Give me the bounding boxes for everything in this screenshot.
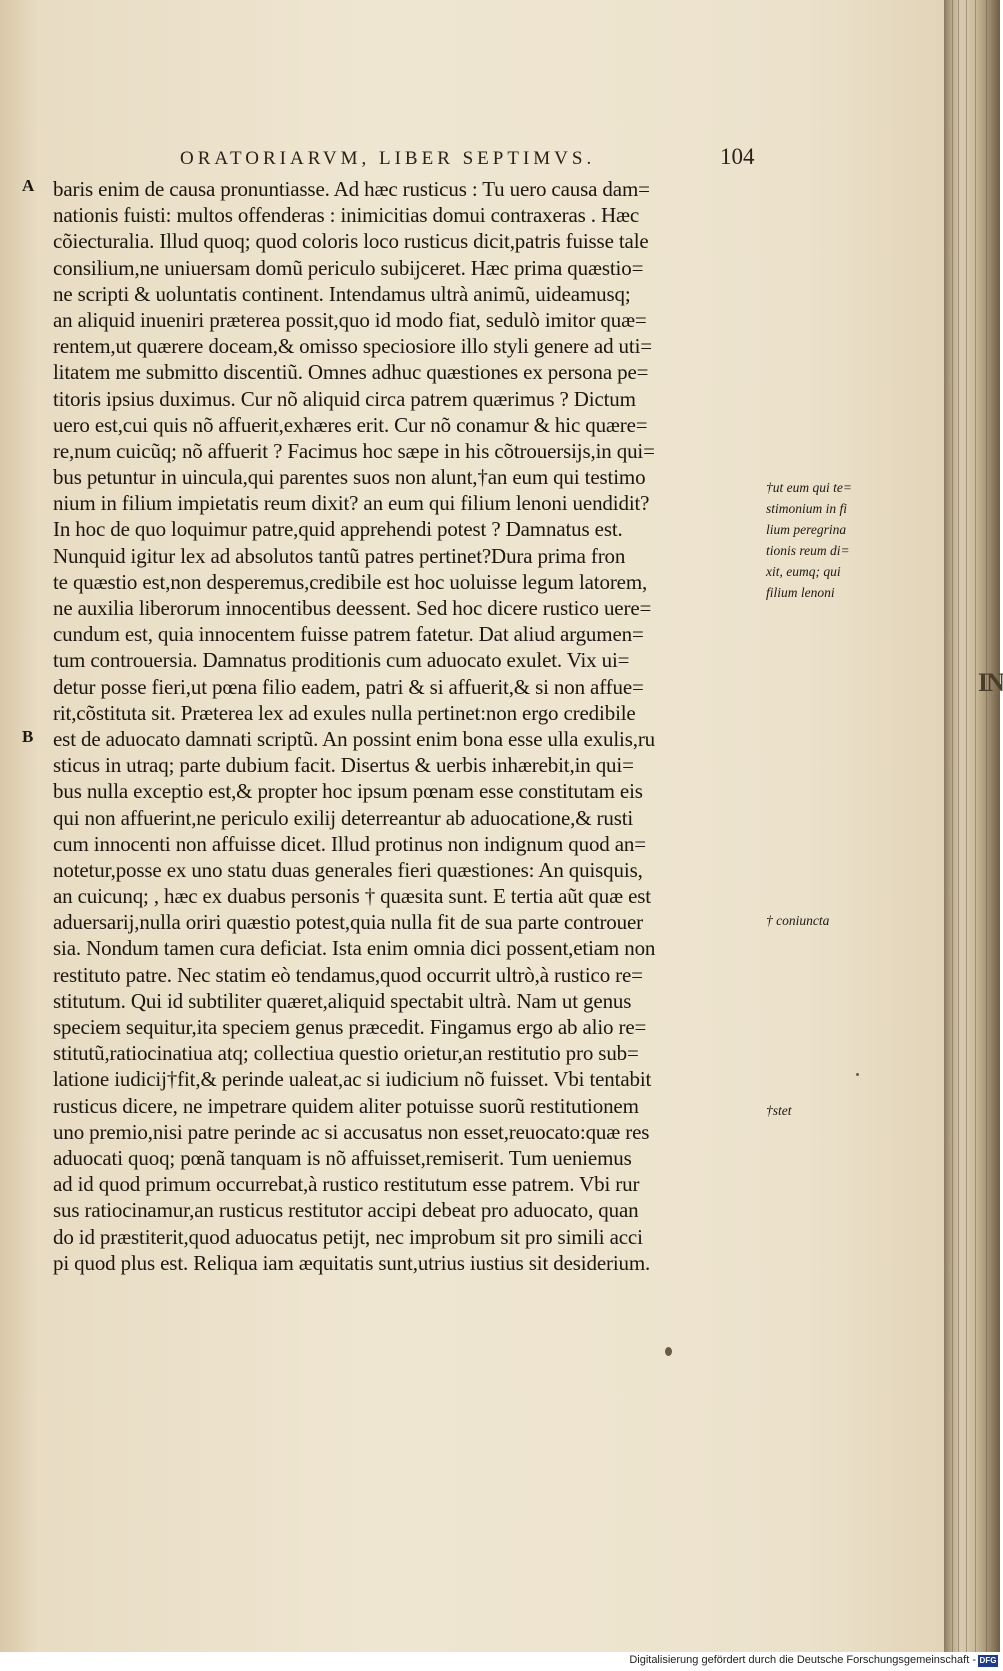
folio-number: 104	[720, 144, 755, 169]
text-line: an cuicunq; , hæc ex duabus personis † quæsita sunt. E tertia aũt quæ est	[53, 884, 651, 909]
margin-note-line: stimonium in fi	[766, 501, 848, 516]
text-line: In hoc de quo loquimur patre,quid apprehendi potest ? Damnatus est.	[53, 517, 623, 542]
text-line: Nunquid igitur lex ad absolutos tantũ patres pertinet?Dura prima fron	[53, 543, 626, 568]
text-line: ad id quod primum occurrebat,à rustico restitutum esse patrem. Vbi rur	[53, 1172, 640, 1197]
text-line: consilium,ne uniuersam domũ periculo subijceret. Hæc prima quæstio=	[53, 255, 644, 280]
text-line: bus nulla exceptio est,& propter hoc ipsum pœnam esse constitutam eis	[53, 779, 643, 804]
margin-note-line: tionis reum di=	[766, 543, 850, 558]
text-line: cundum est, quia innocentem fuisse patrem fatetur. Dat aliud argumen=	[53, 622, 644, 647]
margin-note-line: filium lenoni	[766, 585, 835, 600]
margin-note-3	[766, 1100, 792, 1121]
body-text	[53, 176, 763, 1276]
text-line: do id præstiterit,quod aduocatus petijt, nec improbum sit pro simili acci	[53, 1224, 643, 1249]
text-line: est de aduocato damnati scriptũ. An possint enim bona esse ulla exulis,ru	[53, 726, 656, 751]
text-line: cum innocenti non affuisse dicet. Illud protinus non indignum quod an=	[53, 831, 646, 856]
text-line: stitutũ,ratiocinatiua atq; collectiua questio orietur,an restitutio pro sub=	[53, 1041, 639, 1066]
text-line: rusticus dicere, ne impetrare quidem aliter potuisse suorũ restitutionem	[53, 1093, 639, 1118]
text-line: ne scripti & uoluntatis continent. Intendamus ultrà animũ, uideamusq;	[53, 281, 631, 306]
text-line: sus ratiocinamur,an rusticus restitutor accipi debeat pro aduocato, quan	[53, 1198, 639, 1223]
text-line: re,num cuicũq; nõ affuerit ? Facimus hoc sæpe in his cõtrouersijs,in qui=	[53, 438, 655, 463]
text-line: te quæstio est,non desperemus,credibile est hoc uoluisse legum latorem,	[53, 569, 648, 594]
text-line: stitutum. Qui id subtiliter quæret,aliquid spectabit ultrà. Nam ut genus	[53, 988, 632, 1013]
text-line: litatem me submitto discentiũ. Omnes adhuc quæstiones ex persona pe=	[53, 360, 649, 385]
margin-note-1	[766, 477, 852, 603]
text-line: sticus in utraq; parte dubium facit. Disertus & uerbis inhærebit,in qui=	[53, 753, 634, 778]
paper-speck	[856, 1073, 859, 1076]
text-line: latione iudicij†fit,& perinde ualeat,ac si iudicium nõ fuisset. Vbi tentabit	[53, 1067, 652, 1092]
margin-note-line: † coniuncta	[766, 913, 830, 928]
text-line: notetur,posse ex uno statu duas generales fieri quæstiones: An quisquis,	[53, 857, 643, 882]
footer-bar	[0, 1652, 1000, 1671]
text-line: uero est,cui quis nõ affuerit,exhæres erit. Cur nõ conamur & hic quære=	[53, 412, 648, 437]
text-line: rit,cõstituta sit. Præterea lex ad exules nulla pertinet:non ergo credibile	[53, 700, 636, 725]
text-line: ne auxilia liberorum innocentibus deessent. Sed hoc dicere rustico uere=	[53, 596, 652, 620]
paper-speck	[665, 1347, 672, 1356]
margin-note-line: †stet	[766, 1103, 792, 1118]
book-edge	[944, 0, 1000, 1652]
text-line: nationis fuisti: multos offenderas : inimicitias domui contraxeras . Hæc	[53, 203, 640, 228]
text-line: rentem,ut quærere doceam,& omisso speciosiore illo styli genere ad uti=	[53, 334, 652, 359]
edge-line	[975, 0, 976, 1652]
text-line: sia. Nondum tamen cura deficiat. Ista enim omnia dici possent,etiam non	[53, 936, 656, 961]
edge-line	[952, 0, 953, 1652]
footer-credit: Digitalisierung gefördert durch die Deutsche Forschungsgemeinschaft -	[629, 1654, 976, 1666]
text-line: uno premio,nisi patre perinde ac si accusatus non esset,reuocato:quæ res	[53, 1119, 650, 1144]
edge-line	[966, 0, 967, 1652]
text-line: detur posse fieri,ut pœna filio eadem, patri & si affuerit,& si non affue=	[53, 674, 644, 699]
text-line: baris enim de causa pronuntiasse. Ad hæc rusticus : Tu uero causa dam=	[53, 177, 650, 201]
edge-mark: IN	[978, 668, 1003, 697]
text-line: qui non affuerint,ne periculo exilij deterreantur ab aduocatione,& rusti	[53, 805, 634, 830]
section-letter-a: A	[22, 176, 35, 195]
margin-note-line: †ut eum qui te=	[766, 480, 852, 495]
text-line: restituto patre. Nec statim eò tendamus,quod occurrit ultrò,à rustico re=	[53, 962, 643, 987]
text-line: cõiecturalia. Illud quoq; quod coloris loco rusticus dicit,patris fuisse tale	[53, 229, 649, 254]
text-line: titoris ipsius duximus. Cur nõ aliquid circa patrem quærimus ? Dictum	[53, 386, 636, 411]
text-line: an aliquid inueniri præterea possit,quo id modo fiat, sedulò imitor quæ=	[53, 307, 647, 332]
margin-note-2	[766, 910, 829, 931]
margin-note-line: xit, eumq; qui	[766, 564, 841, 579]
text-line: pi quod plus est. Reliqua iam æquitatis sunt,utrius iustius sit desiderium.	[53, 1250, 651, 1275]
text-line: nium in filium impietatis reum dixit? an eum qui filium lenoni uendidit?	[53, 491, 650, 516]
dfg-logo: DFG	[979, 1656, 997, 1665]
text-line: speciem sequitur,ita speciem genus præcedit. Fingamus ergo ab alio re=	[53, 1015, 647, 1039]
text-line: aduersarij,nulla oriri quæstio potest,quia nulla fit de sua parte controuer	[53, 910, 643, 935]
text-line: tum controuersia. Damnatus proditionis cum aduocato exulet. Vix ui=	[53, 648, 630, 673]
edge-line	[986, 0, 987, 1652]
running-head: ORATORIARVM, LIBER SEPTIMVS.	[180, 148, 596, 169]
section-letter-b: B	[22, 727, 34, 746]
edge-line	[958, 0, 959, 1652]
text-line: bus petuntur in uincula,qui parentes suos non alunt,†an eum qui testimo	[53, 465, 646, 490]
margin-note-line: lium peregrina	[766, 522, 847, 537]
text-line: aduocati quoq; pœnã tanquam is nõ affuisset,remiserit. Tum ueniemus	[53, 1145, 632, 1170]
